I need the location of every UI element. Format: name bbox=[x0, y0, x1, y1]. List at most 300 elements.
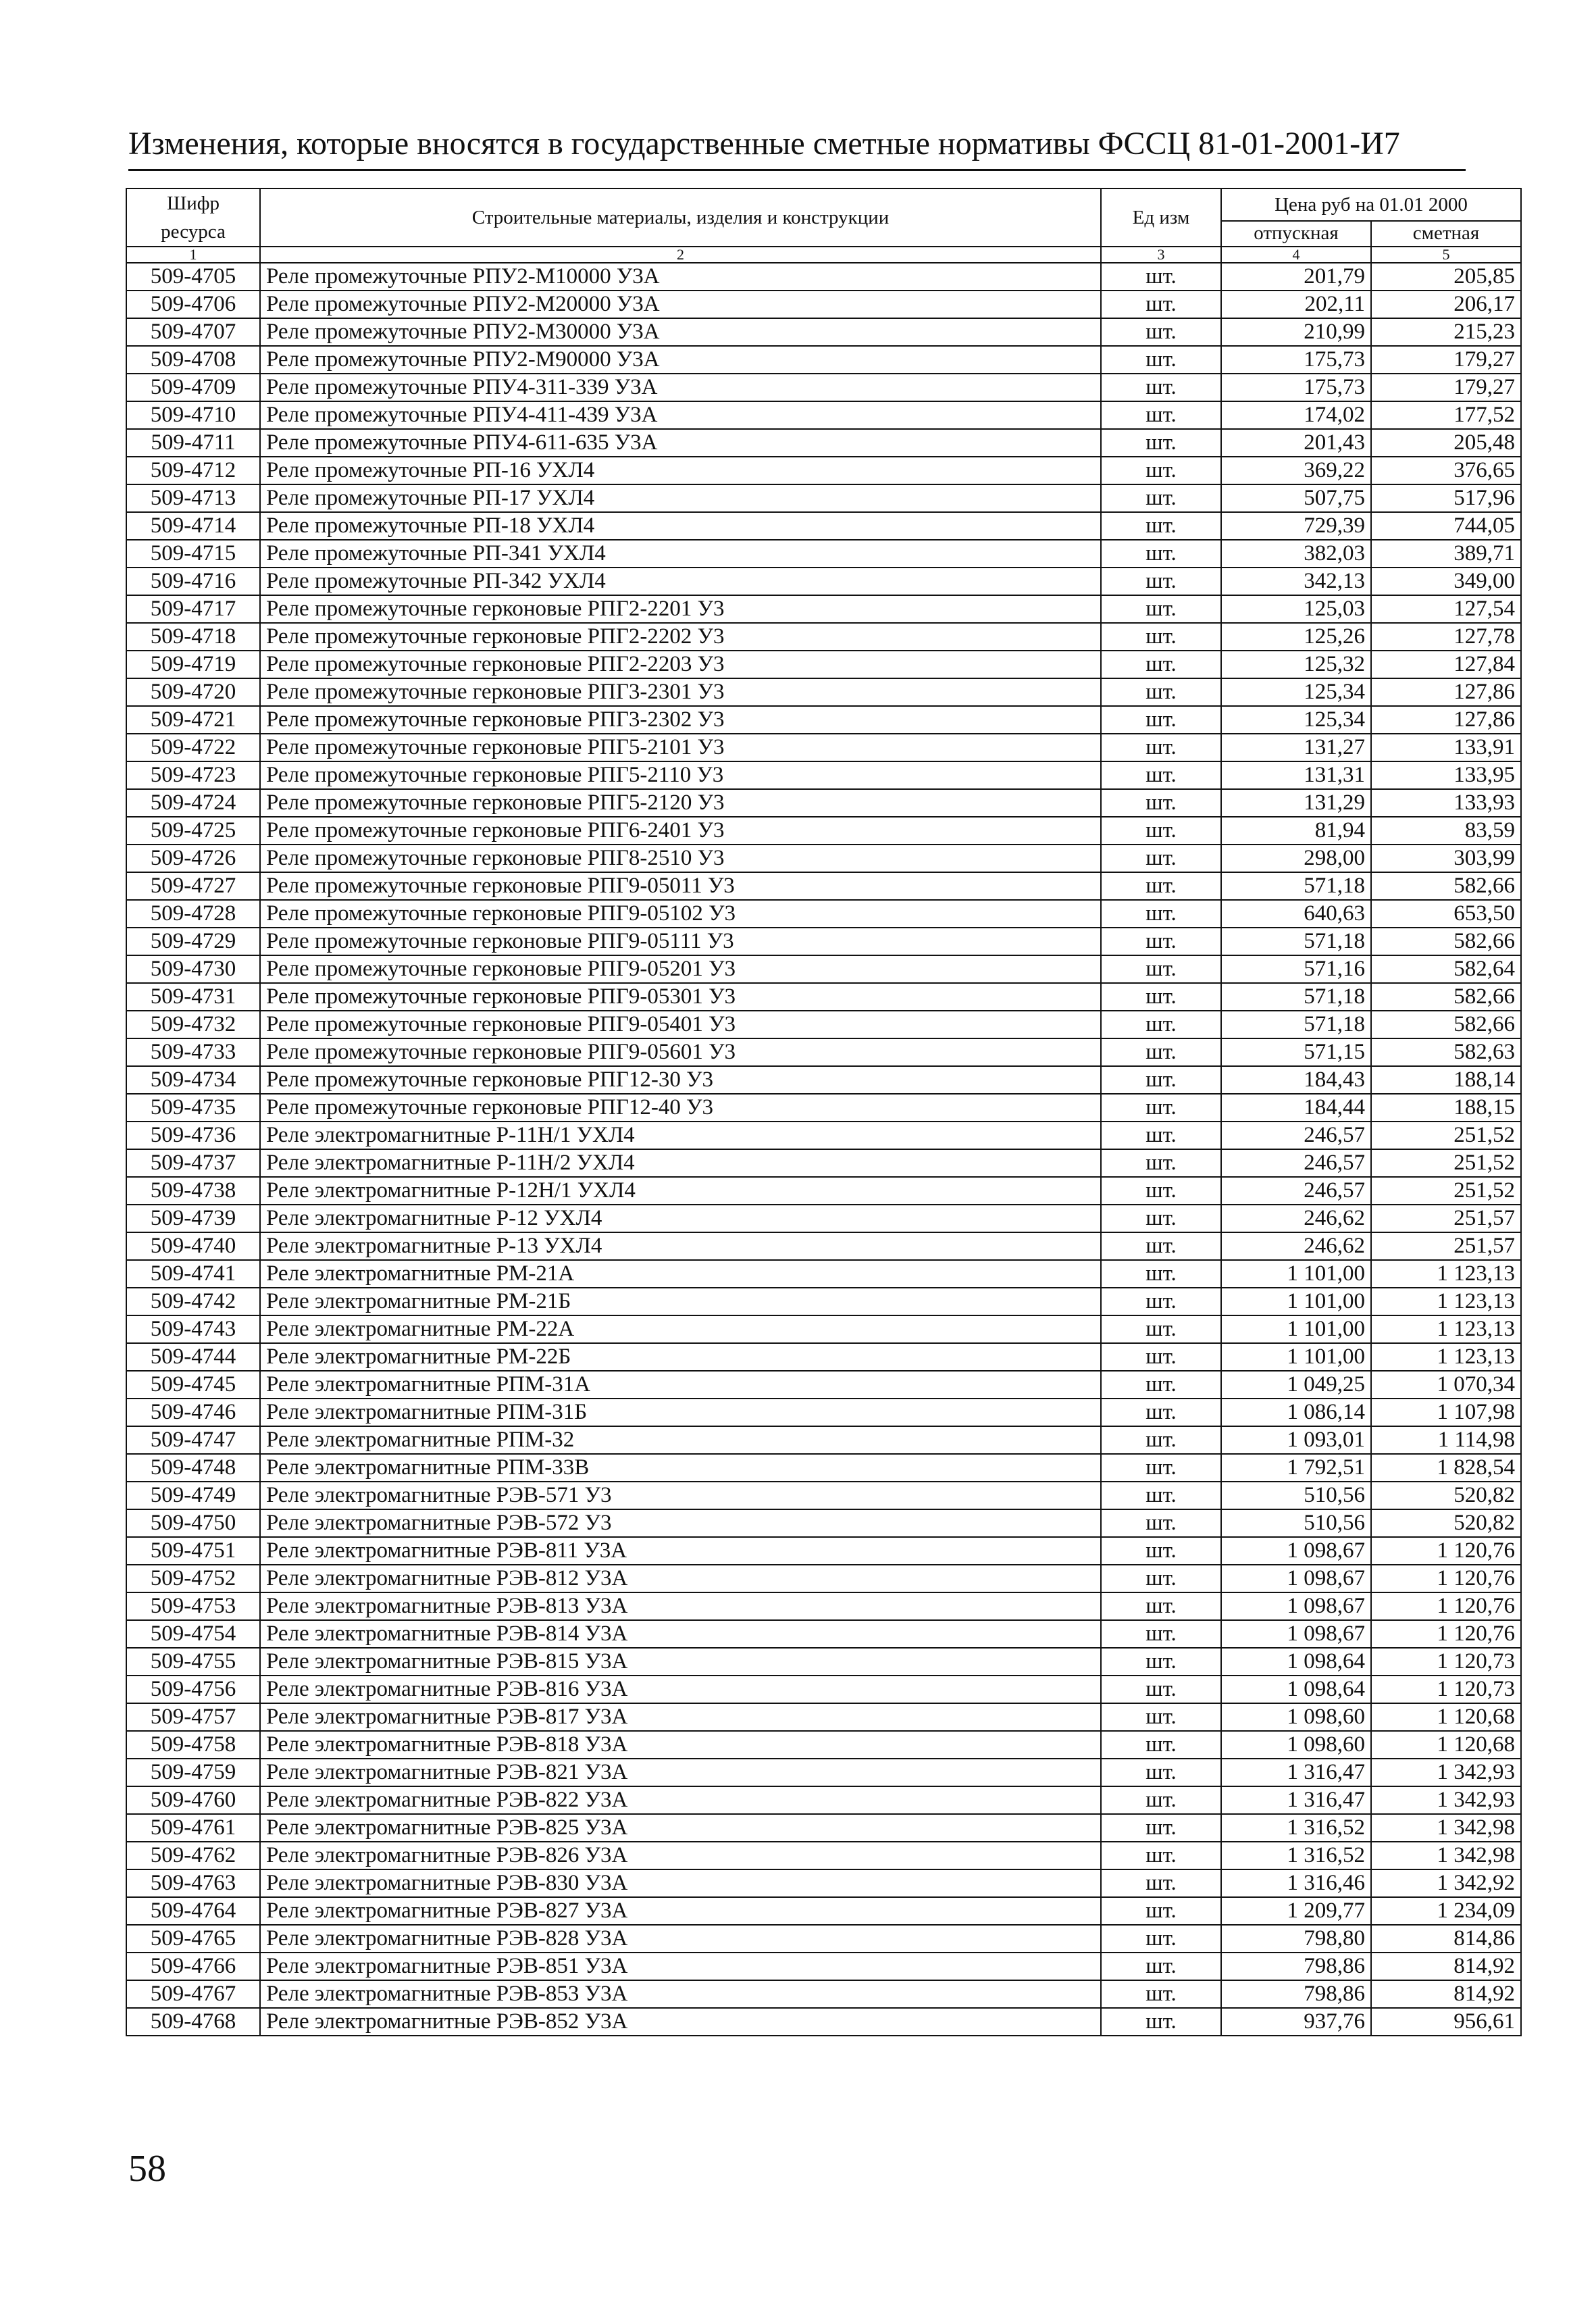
row-price-estimate-cell: 814,92 bbox=[1371, 1980, 1521, 2008]
row-price-estimate-cell: 582,66 bbox=[1371, 1011, 1521, 1038]
row-code-cell: 509-4721 bbox=[126, 706, 260, 734]
row-unit-cell: шт. bbox=[1101, 1426, 1221, 1454]
row-price-release-cell: 184,43 bbox=[1221, 1066, 1371, 1094]
table-row bbox=[126, 1953, 1521, 1980]
row-unit-cell: шт. bbox=[1101, 1759, 1221, 1786]
row-name-cell: Реле промежуточные герконовые РПГ5-2120 У3 bbox=[260, 789, 1101, 817]
header-rule bbox=[128, 169, 1466, 171]
row-price-release-cell: 201,43 bbox=[1221, 429, 1371, 457]
table-row bbox=[126, 1205, 1521, 1232]
row-price-estimate-cell: 1 123,13 bbox=[1371, 1260, 1521, 1288]
row-code-cell: 509-4745 bbox=[126, 1371, 260, 1399]
row-price-estimate-cell: 188,14 bbox=[1371, 1066, 1521, 1094]
row-price-release-cell: 1 098,60 bbox=[1221, 1731, 1371, 1759]
row-name-cell: Реле промежуточные РПУ2-М90000 У3А bbox=[260, 346, 1101, 374]
row-code-cell: 509-4725 bbox=[126, 817, 260, 845]
row-name-cell: Реле электромагнитные Р-11Н/2 УХЛ4 bbox=[260, 1149, 1101, 1177]
row-code-cell: 509-4713 bbox=[126, 484, 260, 512]
header-price-release: отпускная bbox=[1221, 221, 1371, 247]
row-unit-cell: шт. bbox=[1101, 540, 1221, 568]
row-price-release-cell: 125,03 bbox=[1221, 595, 1371, 623]
row-unit-cell: шт. bbox=[1101, 1537, 1221, 1565]
row-unit-cell: шт. bbox=[1101, 1371, 1221, 1399]
row-price-estimate-cell: 1 828,54 bbox=[1371, 1454, 1521, 1482]
page-number: 58 bbox=[128, 2148, 166, 2190]
row-price-estimate-cell: 1 120,73 bbox=[1371, 1676, 1521, 1703]
column-number: 3 bbox=[1101, 247, 1221, 263]
row-unit-cell: шт. bbox=[1101, 1482, 1221, 1509]
row-code-cell: 509-4763 bbox=[126, 1869, 260, 1897]
row-unit-cell: шт. bbox=[1101, 1454, 1221, 1482]
row-price-estimate-cell: 814,92 bbox=[1371, 1953, 1521, 1980]
row-price-estimate-cell: 215,23 bbox=[1371, 318, 1521, 346]
row-name-cell: Реле промежуточные герконовые РПГ5-2101 У3 bbox=[260, 734, 1101, 761]
row-price-release-cell: 798,80 bbox=[1221, 1925, 1371, 1953]
row-name-cell: Реле электромагнитные РМ-22Б bbox=[260, 1343, 1101, 1371]
row-price-release-cell: 1 093,01 bbox=[1221, 1426, 1371, 1454]
row-code-cell: 509-4737 bbox=[126, 1149, 260, 1177]
row-name-cell: Реле промежуточные РПУ2-М10000 У3А bbox=[260, 263, 1101, 291]
row-name-cell: Реле промежуточные РПУ4-311-339 У3А bbox=[260, 374, 1101, 401]
row-price-release-cell: 202,11 bbox=[1221, 291, 1371, 318]
table-row bbox=[126, 1842, 1521, 1869]
row-price-release-cell: 382,03 bbox=[1221, 540, 1371, 568]
row-price-estimate-cell: 1 120,68 bbox=[1371, 1731, 1521, 1759]
row-name-cell: Реле электромагнитные РЭВ-816 У3А bbox=[260, 1676, 1101, 1703]
row-name-cell: Реле промежуточные герконовые РПГ9-05011 У3 bbox=[260, 872, 1101, 900]
row-price-estimate-cell: 582,66 bbox=[1371, 983, 1521, 1011]
row-code-cell: 509-4722 bbox=[126, 734, 260, 761]
row-name-cell: Реле электромагнитные РПМ-32 bbox=[260, 1426, 1101, 1454]
row-code-cell: 509-4754 bbox=[126, 1620, 260, 1648]
row-name-cell: Реле промежуточные герконовые РПГ5-2110 У3 bbox=[260, 761, 1101, 789]
row-unit-cell: шт. bbox=[1101, 1731, 1221, 1759]
table-row bbox=[126, 789, 1521, 817]
row-price-estimate-cell: 205,48 bbox=[1371, 429, 1521, 457]
row-unit-cell: шт. bbox=[1101, 1869, 1221, 1897]
row-name-cell: Реле промежуточные РП-16 УХЛ4 bbox=[260, 457, 1101, 484]
row-unit-cell: шт. bbox=[1101, 955, 1221, 983]
row-price-estimate-cell: 303,99 bbox=[1371, 845, 1521, 872]
row-price-release-cell: 1 101,00 bbox=[1221, 1343, 1371, 1371]
row-price-estimate-cell: 1 342,98 bbox=[1371, 1842, 1521, 1869]
row-code-cell: 509-4751 bbox=[126, 1537, 260, 1565]
row-price-estimate-cell: 520,82 bbox=[1371, 1509, 1521, 1537]
row-price-release-cell: 131,31 bbox=[1221, 761, 1371, 789]
table-row bbox=[126, 1482, 1521, 1509]
row-price-estimate-cell: 1 107,98 bbox=[1371, 1399, 1521, 1426]
row-price-release-cell: 1 316,52 bbox=[1221, 1814, 1371, 1842]
row-name-cell: Реле промежуточные РПУ2-М20000 У3А bbox=[260, 291, 1101, 318]
row-name-cell: Реле электромагнитные РЭВ-851 У3А bbox=[260, 1953, 1101, 1980]
header-price-group: Цена руб на 01.01 2000 bbox=[1221, 188, 1521, 221]
row-name-cell: Реле электромагнитные РМ-21А bbox=[260, 1260, 1101, 1288]
row-price-release-cell: 571,16 bbox=[1221, 955, 1371, 983]
row-price-estimate-cell: 1 120,76 bbox=[1371, 1592, 1521, 1620]
row-price-estimate-cell: 582,66 bbox=[1371, 928, 1521, 955]
row-name-cell: Реле промежуточные герконовые РПГ9-05301 У3 bbox=[260, 983, 1101, 1011]
row-price-release-cell: 510,56 bbox=[1221, 1482, 1371, 1509]
table-row bbox=[126, 595, 1521, 623]
row-unit-cell: шт. bbox=[1101, 983, 1221, 1011]
row-price-estimate-cell: 251,52 bbox=[1371, 1122, 1521, 1149]
row-name-cell: Реле электромагнитные РПМ-31А bbox=[260, 1371, 1101, 1399]
row-code-cell: 509-4720 bbox=[126, 678, 260, 706]
row-name-cell: Реле электромагнитные РЭВ-826 У3А bbox=[260, 1842, 1101, 1869]
row-unit-cell: шт. bbox=[1101, 1288, 1221, 1315]
row-unit-cell: шт. bbox=[1101, 1122, 1221, 1149]
row-code-cell: 509-4767 bbox=[126, 1980, 260, 2008]
row-code-cell: 509-4764 bbox=[126, 1897, 260, 1925]
row-price-release-cell: 1 209,77 bbox=[1221, 1897, 1371, 1925]
row-price-release-cell: 640,63 bbox=[1221, 900, 1371, 928]
table-row bbox=[126, 1094, 1521, 1122]
row-price-release-cell: 131,29 bbox=[1221, 789, 1371, 817]
row-code-cell: 509-4765 bbox=[126, 1925, 260, 1953]
row-unit-cell: шт. bbox=[1101, 1676, 1221, 1703]
row-name-cell: Реле промежуточные герконовые РПГ6-2401 У3 bbox=[260, 817, 1101, 845]
row-unit-cell: шт. bbox=[1101, 1149, 1221, 1177]
table-row bbox=[126, 457, 1521, 484]
row-code-cell: 509-4731 bbox=[126, 983, 260, 1011]
row-name-cell: Реле промежуточные герконовые РПГ2-2202 У3 bbox=[260, 623, 1101, 651]
table-row bbox=[126, 540, 1521, 568]
row-unit-cell: шт. bbox=[1101, 789, 1221, 817]
table-row bbox=[126, 568, 1521, 595]
table-row bbox=[126, 1897, 1521, 1925]
row-code-cell: 509-4740 bbox=[126, 1232, 260, 1260]
column-number: 1 bbox=[126, 247, 260, 263]
row-price-release-cell: 131,27 bbox=[1221, 734, 1371, 761]
row-unit-cell: шт. bbox=[1101, 872, 1221, 900]
row-price-release-cell: 571,18 bbox=[1221, 928, 1371, 955]
row-code-cell: 509-4715 bbox=[126, 540, 260, 568]
row-name-cell: Реле электромагнитные РЭВ-821 У3А bbox=[260, 1759, 1101, 1786]
row-unit-cell: шт. bbox=[1101, 734, 1221, 761]
row-unit-cell: шт. bbox=[1101, 1011, 1221, 1038]
row-unit-cell: шт. bbox=[1101, 1703, 1221, 1731]
table-row bbox=[126, 1592, 1521, 1620]
row-price-release-cell: 571,15 bbox=[1221, 1038, 1371, 1066]
row-code-cell: 509-4742 bbox=[126, 1288, 260, 1315]
table-row bbox=[126, 1676, 1521, 1703]
row-price-estimate-cell: 177,52 bbox=[1371, 401, 1521, 429]
row-price-estimate-cell: 582,64 bbox=[1371, 955, 1521, 983]
row-price-release-cell: 210,99 bbox=[1221, 318, 1371, 346]
table-row bbox=[126, 1260, 1521, 1288]
row-unit-cell: шт. bbox=[1101, 346, 1221, 374]
row-code-cell: 509-4746 bbox=[126, 1399, 260, 1426]
row-code-cell: 509-4718 bbox=[126, 623, 260, 651]
header-price-estimate: сметная bbox=[1371, 221, 1521, 247]
row-price-estimate-cell: 133,91 bbox=[1371, 734, 1521, 761]
row-price-estimate-cell: 376,65 bbox=[1371, 457, 1521, 484]
table-row bbox=[126, 955, 1521, 983]
row-price-estimate-cell: 127,54 bbox=[1371, 595, 1521, 623]
table-row bbox=[126, 1066, 1521, 1094]
row-code-cell: 509-4757 bbox=[126, 1703, 260, 1731]
row-price-estimate-cell: 1 114,98 bbox=[1371, 1426, 1521, 1454]
row-unit-cell: шт. bbox=[1101, 1925, 1221, 1953]
row-price-estimate-cell: 814,86 bbox=[1371, 1925, 1521, 1953]
table-row bbox=[126, 734, 1521, 761]
row-code-cell: 509-4716 bbox=[126, 568, 260, 595]
row-unit-cell: шт. bbox=[1101, 1260, 1221, 1288]
row-price-release-cell: 798,86 bbox=[1221, 1953, 1371, 1980]
row-code-cell: 509-4707 bbox=[126, 318, 260, 346]
row-price-release-cell: 1 098,67 bbox=[1221, 1592, 1371, 1620]
row-unit-cell: шт. bbox=[1101, 1842, 1221, 1869]
table-row bbox=[126, 346, 1521, 374]
row-unit-cell: шт. bbox=[1101, 401, 1221, 429]
row-name-cell: Реле электромагнитные Р-12Н/1 УХЛ4 bbox=[260, 1177, 1101, 1205]
table-row bbox=[126, 1177, 1521, 1205]
row-code-cell: 509-4708 bbox=[126, 346, 260, 374]
row-unit-cell: шт. bbox=[1101, 2008, 1221, 2036]
row-code-cell: 509-4744 bbox=[126, 1343, 260, 1371]
row-code-cell: 509-4760 bbox=[126, 1786, 260, 1814]
row-name-cell: Реле промежуточные герконовые РПГ3-2301 У3 bbox=[260, 678, 1101, 706]
row-name-cell: Реле электромагнитные РЭВ-814 У3А bbox=[260, 1620, 1101, 1648]
row-name-cell: Реле промежуточные герконовые РПГ9-05102 У3 bbox=[260, 900, 1101, 928]
row-name-cell: Реле электромагнитные РЭВ-827 У3А bbox=[260, 1897, 1101, 1925]
table-row bbox=[126, 761, 1521, 789]
table-row bbox=[126, 401, 1521, 429]
row-unit-cell: шт. bbox=[1101, 1315, 1221, 1343]
table-row bbox=[126, 706, 1521, 734]
row-name-cell: Реле электромагнитные РЭВ-817 У3А bbox=[260, 1703, 1101, 1731]
row-price-release-cell: 184,44 bbox=[1221, 1094, 1371, 1122]
row-name-cell: Реле электромагнитные РЭВ-825 У3А bbox=[260, 1814, 1101, 1842]
row-code-cell: 509-4729 bbox=[126, 928, 260, 955]
row-code-cell: 509-4709 bbox=[126, 374, 260, 401]
table-row bbox=[126, 1315, 1521, 1343]
table-row bbox=[126, 1343, 1521, 1371]
row-price-estimate-cell: 1 123,13 bbox=[1371, 1315, 1521, 1343]
table-row bbox=[126, 1703, 1521, 1731]
row-price-release-cell: 125,34 bbox=[1221, 678, 1371, 706]
row-price-estimate-cell: 744,05 bbox=[1371, 512, 1521, 540]
row-code-cell: 509-4762 bbox=[126, 1842, 260, 1869]
table-row bbox=[126, 2008, 1521, 2036]
row-price-release-cell: 246,62 bbox=[1221, 1205, 1371, 1232]
row-name-cell: Реле промежуточные герконовые РПГ9-05601 У3 bbox=[260, 1038, 1101, 1066]
row-price-release-cell: 81,94 bbox=[1221, 817, 1371, 845]
row-price-release-cell: 175,73 bbox=[1221, 346, 1371, 374]
row-unit-cell: шт. bbox=[1101, 1066, 1221, 1094]
table-row bbox=[126, 678, 1521, 706]
row-name-cell: Реле электромагнитные РЭВ-852 У3А bbox=[260, 2008, 1101, 2036]
row-unit-cell: шт. bbox=[1101, 484, 1221, 512]
row-name-cell: Реле электромагнитные РЭВ-828 У3А bbox=[260, 1925, 1101, 1953]
row-unit-cell: шт. bbox=[1101, 1814, 1221, 1842]
row-code-cell: 509-4748 bbox=[126, 1454, 260, 1482]
row-price-estimate-cell: 251,52 bbox=[1371, 1149, 1521, 1177]
row-price-estimate-cell: 349,00 bbox=[1371, 568, 1521, 595]
row-unit-cell: шт. bbox=[1101, 817, 1221, 845]
row-unit-cell: шт. bbox=[1101, 1897, 1221, 1925]
row-code-cell: 509-4739 bbox=[126, 1205, 260, 1232]
column-number: 2 bbox=[260, 247, 1101, 263]
row-unit-cell: шт. bbox=[1101, 374, 1221, 401]
table-row bbox=[126, 1038, 1521, 1066]
row-price-release-cell: 571,18 bbox=[1221, 872, 1371, 900]
row-price-estimate-cell: 1 120,76 bbox=[1371, 1620, 1521, 1648]
row-code-cell: 509-4705 bbox=[126, 263, 260, 291]
row-name-cell: Реле электромагнитные Р-12 УХЛ4 bbox=[260, 1205, 1101, 1232]
row-name-cell: Реле промежуточные герконовые РПГ2-2201 У3 bbox=[260, 595, 1101, 623]
row-price-estimate-cell: 127,86 bbox=[1371, 678, 1521, 706]
row-unit-cell: шт. bbox=[1101, 1343, 1221, 1371]
row-price-estimate-cell: 127,84 bbox=[1371, 651, 1521, 678]
row-price-release-cell: 1 098,64 bbox=[1221, 1648, 1371, 1676]
row-name-cell: Реле промежуточные РП-18 УХЛ4 bbox=[260, 512, 1101, 540]
row-code-cell: 509-4738 bbox=[126, 1177, 260, 1205]
table-row bbox=[126, 623, 1521, 651]
row-unit-cell: шт. bbox=[1101, 651, 1221, 678]
table-row bbox=[126, 1288, 1521, 1315]
row-price-estimate-cell: 1 120,73 bbox=[1371, 1648, 1521, 1676]
row-price-release-cell: 510,56 bbox=[1221, 1509, 1371, 1537]
row-unit-cell: шт. bbox=[1101, 1177, 1221, 1205]
row-name-cell: Реле электромагнитные РЭВ-571 У3 bbox=[260, 1482, 1101, 1509]
table-row bbox=[126, 817, 1521, 845]
row-price-release-cell: 571,18 bbox=[1221, 983, 1371, 1011]
row-code-cell: 509-4730 bbox=[126, 955, 260, 983]
row-price-release-cell: 125,26 bbox=[1221, 623, 1371, 651]
row-code-cell: 509-4747 bbox=[126, 1426, 260, 1454]
row-price-estimate-cell: 520,82 bbox=[1371, 1482, 1521, 1509]
table-row bbox=[126, 900, 1521, 928]
row-price-release-cell: 1 098,67 bbox=[1221, 1565, 1371, 1592]
header-name: Строительные материалы, изделия и конструкции bbox=[260, 188, 1101, 247]
row-code-cell: 509-4726 bbox=[126, 845, 260, 872]
row-code-cell: 509-4732 bbox=[126, 1011, 260, 1038]
row-price-estimate-cell: 517,96 bbox=[1371, 484, 1521, 512]
table-row bbox=[126, 928, 1521, 955]
row-code-cell: 509-4735 bbox=[126, 1094, 260, 1122]
row-price-estimate-cell: 1 120,76 bbox=[1371, 1537, 1521, 1565]
row-price-release-cell: 1 316,47 bbox=[1221, 1786, 1371, 1814]
table-row bbox=[126, 429, 1521, 457]
row-price-release-cell: 1 101,00 bbox=[1221, 1315, 1371, 1343]
table-row bbox=[126, 1399, 1521, 1426]
row-unit-cell: шт. bbox=[1101, 263, 1221, 291]
row-code-cell: 509-4743 bbox=[126, 1315, 260, 1343]
table-header bbox=[126, 188, 1521, 263]
row-name-cell: Реле электромагнитные РЭВ-830 У3А bbox=[260, 1869, 1101, 1897]
table-row bbox=[126, 1925, 1521, 1953]
row-name-cell: Реле промежуточные герконовые РПГ8-2510 У3 bbox=[260, 845, 1101, 872]
row-unit-cell: шт. bbox=[1101, 706, 1221, 734]
row-price-release-cell: 369,22 bbox=[1221, 457, 1371, 484]
row-price-release-cell: 201,79 bbox=[1221, 263, 1371, 291]
row-price-estimate-cell: 1 234,09 bbox=[1371, 1897, 1521, 1925]
table-row bbox=[126, 512, 1521, 540]
row-name-cell: Реле промежуточные герконовые РПГ2-2203 У3 bbox=[260, 651, 1101, 678]
row-name-cell: Реле промежуточные РП-341 УХЛ4 bbox=[260, 540, 1101, 568]
row-code-cell: 509-4758 bbox=[126, 1731, 260, 1759]
row-name-cell: Реле промежуточные РПУ2-М30000 У3А bbox=[260, 318, 1101, 346]
row-code-cell: 509-4768 bbox=[126, 2008, 260, 2036]
row-price-estimate-cell: 133,93 bbox=[1371, 789, 1521, 817]
row-price-release-cell: 1 098,60 bbox=[1221, 1703, 1371, 1731]
row-unit-cell: шт. bbox=[1101, 1620, 1221, 1648]
row-code-cell: 509-4728 bbox=[126, 900, 260, 928]
row-price-release-cell: 1 101,00 bbox=[1221, 1260, 1371, 1288]
row-price-release-cell: 1 316,52 bbox=[1221, 1842, 1371, 1869]
row-price-release-cell: 298,00 bbox=[1221, 845, 1371, 872]
row-unit-cell: шт. bbox=[1101, 1509, 1221, 1537]
row-unit-cell: шт. bbox=[1101, 1232, 1221, 1260]
row-unit-cell: шт. bbox=[1101, 1094, 1221, 1122]
row-code-cell: 509-4717 bbox=[126, 595, 260, 623]
row-name-cell: Реле промежуточные герконовые РПГ9-05201 У3 bbox=[260, 955, 1101, 983]
row-price-release-cell: 937,76 bbox=[1221, 2008, 1371, 2036]
row-unit-cell: шт. bbox=[1101, 1399, 1221, 1426]
row-price-estimate-cell: 1 120,68 bbox=[1371, 1703, 1521, 1731]
row-code-cell: 509-4706 bbox=[126, 291, 260, 318]
row-price-estimate-cell: 251,57 bbox=[1371, 1232, 1521, 1260]
row-name-cell: Реле электромагнитные РЭВ-815 У3А bbox=[260, 1648, 1101, 1676]
row-price-release-cell: 175,73 bbox=[1221, 374, 1371, 401]
table-row bbox=[126, 1565, 1521, 1592]
row-unit-cell: шт. bbox=[1101, 318, 1221, 346]
row-name-cell: Реле промежуточные герконовые РПГ9-05111 У3 bbox=[260, 928, 1101, 955]
row-price-release-cell: 1 316,47 bbox=[1221, 1759, 1371, 1786]
row-price-estimate-cell: 956,61 bbox=[1371, 2008, 1521, 2036]
row-price-release-cell: 729,39 bbox=[1221, 512, 1371, 540]
row-code-cell: 509-4749 bbox=[126, 1482, 260, 1509]
row-name-cell: Реле электромагнитные РМ-22А bbox=[260, 1315, 1101, 1343]
row-price-estimate-cell: 206,17 bbox=[1371, 291, 1521, 318]
table-row bbox=[126, 1980, 1521, 2008]
table-row bbox=[126, 374, 1521, 401]
row-price-estimate-cell: 1 120,76 bbox=[1371, 1565, 1521, 1592]
row-price-estimate-cell: 653,50 bbox=[1371, 900, 1521, 928]
table-row bbox=[126, 1011, 1521, 1038]
table-row bbox=[126, 1759, 1521, 1786]
row-unit-cell: шт. bbox=[1101, 1565, 1221, 1592]
row-price-release-cell: 246,57 bbox=[1221, 1122, 1371, 1149]
table-row bbox=[126, 1371, 1521, 1399]
row-price-release-cell: 1 098,67 bbox=[1221, 1537, 1371, 1565]
row-code-cell: 509-4714 bbox=[126, 512, 260, 540]
row-code-cell: 509-4710 bbox=[126, 401, 260, 429]
row-price-release-cell: 798,86 bbox=[1221, 1980, 1371, 2008]
row-name-cell: Реле промежуточные герконовые РПГ12-30 У3 bbox=[260, 1066, 1101, 1094]
table-row bbox=[126, 1814, 1521, 1842]
table-row bbox=[126, 1869, 1521, 1897]
row-price-estimate-cell: 1 342,98 bbox=[1371, 1814, 1521, 1842]
row-unit-cell: шт. bbox=[1101, 1205, 1221, 1232]
row-price-estimate-cell: 582,63 bbox=[1371, 1038, 1521, 1066]
row-code-cell: 509-4752 bbox=[126, 1565, 260, 1592]
row-unit-cell: шт. bbox=[1101, 512, 1221, 540]
row-price-release-cell: 571,18 bbox=[1221, 1011, 1371, 1038]
row-name-cell: Реле электромагнитные РПМ-31Б bbox=[260, 1399, 1101, 1426]
row-price-release-cell: 246,62 bbox=[1221, 1232, 1371, 1260]
row-name-cell: Реле электромагнитные РЭВ-853 У3А bbox=[260, 1980, 1101, 2008]
row-code-cell: 509-4736 bbox=[126, 1122, 260, 1149]
row-price-estimate-cell: 205,85 bbox=[1371, 263, 1521, 291]
table-row bbox=[126, 1454, 1521, 1482]
row-code-cell: 509-4727 bbox=[126, 872, 260, 900]
table-row bbox=[126, 1122, 1521, 1149]
row-code-cell: 509-4756 bbox=[126, 1676, 260, 1703]
row-price-estimate-cell: 127,86 bbox=[1371, 706, 1521, 734]
row-code-cell: 509-4750 bbox=[126, 1509, 260, 1537]
